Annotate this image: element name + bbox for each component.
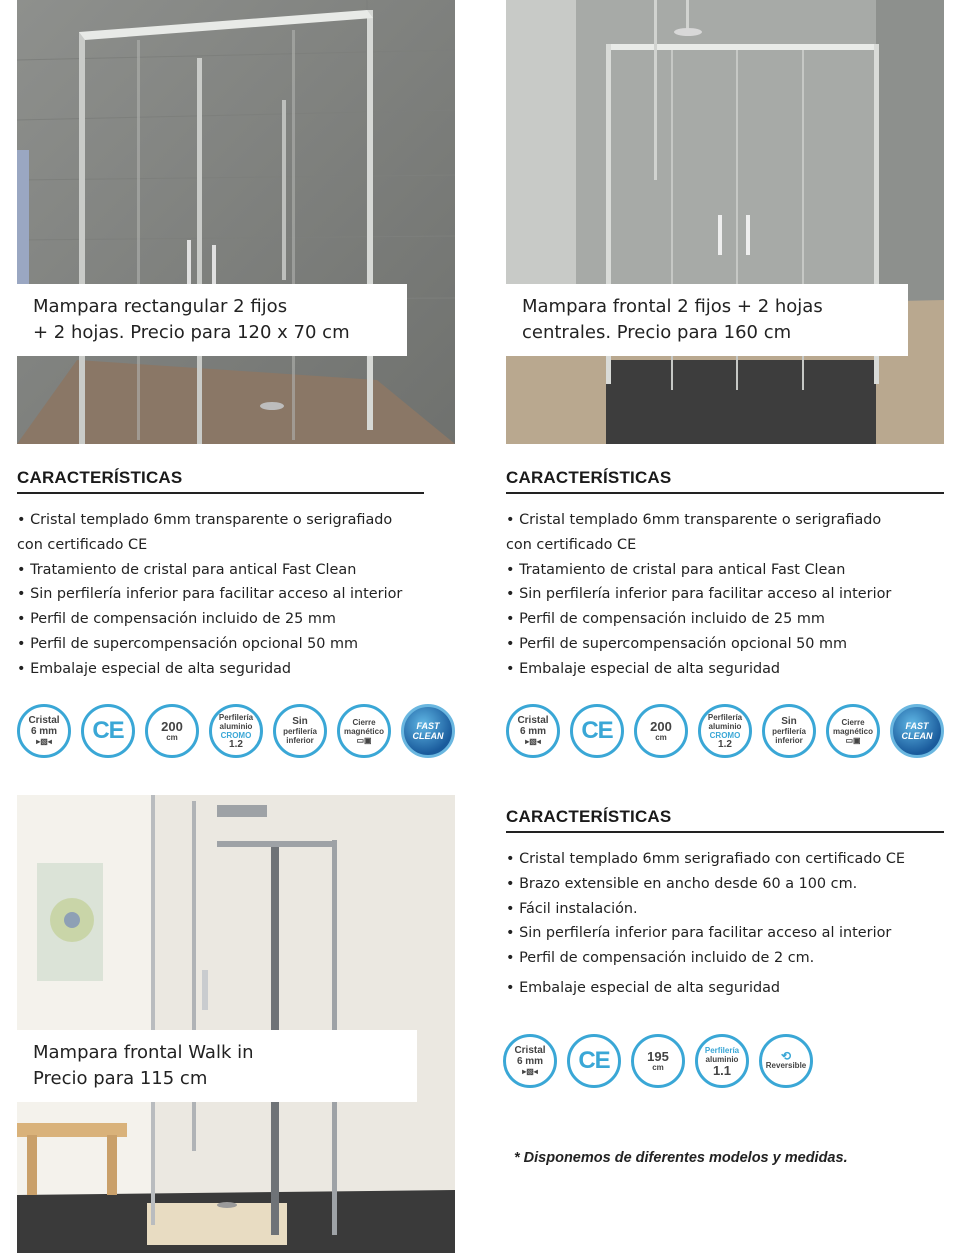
badge-label: Reversible: [765, 1061, 807, 1070]
badge-label: CLEAN: [412, 731, 444, 741]
badge-label: CLEAN: [901, 731, 933, 741]
badge-label: 1.1: [712, 1062, 732, 1078]
models-note: * Disponemos de diferentes modelos y medidas.: [514, 1150, 848, 1166]
glass-icon: ▸▧◂: [525, 737, 541, 746]
caption-line: Mampara frontal 2 fijos + 2 hojas: [522, 296, 823, 317]
badge-label: FAST: [416, 721, 440, 731]
height-badge: [634, 704, 688, 758]
badge-label: CROMO: [220, 730, 252, 740]
list-item: • Embalaje especial de alta seguridad: [506, 660, 781, 677]
badge-label: Perfilería: [707, 712, 743, 722]
aluminium-profile-badge: [698, 704, 752, 758]
product-photo-rectangular: [17, 0, 455, 444]
badge-label: CE: [92, 717, 124, 744]
features-title: CARACTERÍSTICAS: [17, 468, 424, 494]
ce-certification-badge: [570, 704, 624, 758]
badge-label: Sin: [292, 716, 308, 727]
badge-label: cm: [655, 733, 667, 742]
list-item: • Cristal templado 6mm transparente o serigrafiado: [506, 512, 882, 528]
list-item: • Sin perfilería inferior para facilitar acceso al interior: [506, 925, 892, 942]
list-item: con certificado CE: [506, 536, 637, 553]
badge-row-rectangular: [17, 704, 455, 758]
badge-label: 200: [161, 719, 183, 734]
glass-thickness-badge: [17, 704, 71, 758]
badge-label: FAST: [905, 721, 929, 731]
badge-label: 6 mm: [516, 1056, 544, 1067]
no-bottom-profile-badge: [762, 704, 816, 758]
fast-clean-badge: [890, 704, 944, 758]
no-bottom-profile-badge: [273, 704, 327, 758]
badge-label: cm: [652, 1063, 664, 1072]
features-list: [17, 508, 424, 682]
list-item: • Fácil instalación.: [506, 900, 638, 917]
magnetic-closure-badge: [337, 704, 391, 758]
aluminium-profile-badge: [209, 704, 263, 758]
caption-line: centrales. Precio para 160 cm: [522, 322, 792, 343]
badge-label: aluminio: [705, 1054, 739, 1064]
badge-label: magnético: [832, 726, 873, 736]
product-caption-frontal: [506, 284, 908, 356]
glass-thickness-badge: [503, 1034, 557, 1088]
badge-label: magnético: [343, 726, 384, 736]
badge-label: Sin: [781, 716, 797, 727]
badge-label: CE: [578, 1047, 610, 1074]
badge-label: perfilería: [772, 727, 806, 736]
badge-label: Cierre: [841, 717, 865, 727]
badge-row-frontal: [506, 704, 944, 758]
product-caption-walk-in: [17, 1030, 417, 1102]
features-block-rectangular: [17, 468, 424, 682]
badge-label: Perfilería: [704, 1045, 740, 1055]
magnet-icon: ▭▣: [845, 735, 861, 745]
list-item: • Perfil de compensación incluido de 2 cm.: [506, 950, 815, 967]
features-list: [506, 508, 944, 682]
badge-label: 200: [650, 719, 672, 734]
list-item: • Cristal templado 6mm serigrafiado con certificado CE: [506, 851, 906, 867]
glass-icon: ▸▧◂: [522, 1067, 538, 1076]
rotate-arrows-icon: ⟲: [780, 1049, 792, 1063]
list-item: • Sin perfilería inferior para facilitar acceso al interior: [17, 586, 403, 603]
aluminium-profile-badge: [695, 1034, 749, 1088]
features-title: CARACTERÍSTICAS: [506, 807, 944, 833]
product-photo-walk-in: [17, 795, 455, 1253]
badge-label: inferior: [775, 736, 803, 745]
fast-clean-badge: [401, 704, 455, 758]
badge-label: inferior: [286, 736, 314, 745]
reversible-badge: [759, 1034, 813, 1088]
badge-label: CE: [581, 717, 613, 744]
glass-icon: ▸▧◂: [36, 737, 52, 746]
list-item: • Perfil de supercompensación opcional 50 mm: [506, 635, 848, 652]
caption-line: Precio para 115 cm: [33, 1068, 208, 1089]
badge-label: Cristal: [517, 715, 549, 726]
list-item: • Cristal templado 6mm transparente o serigrafiado: [17, 512, 393, 528]
badge-label: perfilería: [283, 727, 317, 736]
list-item: • Embalaje especial de alta seguridad: [506, 979, 781, 996]
features-title: CARACTERÍSTICAS: [506, 468, 944, 494]
list-item: • Tratamiento de cristal para antical Fast Clean: [506, 561, 846, 578]
list-item: • Sin perfilería inferior para facilitar acceso al interior: [506, 586, 892, 603]
badge-label: Cierre: [352, 717, 376, 727]
features-block-walk-in: [506, 807, 944, 1001]
badge-label: 6 mm: [30, 726, 58, 737]
glass-thickness-badge: [506, 704, 560, 758]
list-item: • Perfil de compensación incluido de 25 mm: [506, 611, 825, 628]
product-caption-rectangular: [17, 284, 407, 356]
list-item: • Brazo extensible en ancho desde 60 a 100 cm.: [506, 875, 858, 892]
badge-label: 1.2: [718, 738, 732, 750]
badge-label: Cristal: [514, 1045, 546, 1056]
list-item: • Tratamiento de cristal para antical Fast Clean: [17, 561, 357, 578]
badge-label: Cristal: [28, 715, 60, 726]
features-block-frontal: [506, 468, 944, 682]
badge-row-walk-in: [503, 1034, 813, 1088]
list-item: • Perfil de compensación incluido de 25 mm: [17, 611, 336, 628]
list-item: • Embalaje especial de alta seguridad: [17, 660, 292, 677]
badge-label: 6 mm: [519, 726, 547, 737]
caption-line: Mampara rectangular 2 fijos: [33, 296, 288, 317]
badge-label: cm: [166, 733, 178, 742]
caption-line: + 2 hojas. Precio para 120 x 70 cm: [33, 322, 350, 343]
badge-label: CROMO: [709, 730, 741, 740]
magnet-icon: ▭▣: [356, 735, 372, 745]
badge-label: aluminio: [219, 721, 253, 731]
magnetic-closure-badge: [826, 704, 880, 758]
caption-line: Mampara frontal Walk in: [33, 1042, 254, 1063]
ce-certification-badge: [567, 1034, 621, 1088]
badge-label: Perfilería: [218, 712, 254, 722]
product-photo-frontal: [506, 0, 944, 444]
list-item: con certificado CE: [17, 536, 148, 553]
features-list: [506, 847, 944, 1001]
height-badge: [145, 704, 199, 758]
badge-label: 195: [647, 1049, 669, 1064]
list-item: • Perfil de supercompensación opcional 50 mm: [17, 635, 359, 652]
badge-label: 1.2: [229, 738, 243, 750]
height-badge: [631, 1034, 685, 1088]
ce-certification-badge: [81, 704, 135, 758]
badge-label: aluminio: [708, 721, 742, 731]
